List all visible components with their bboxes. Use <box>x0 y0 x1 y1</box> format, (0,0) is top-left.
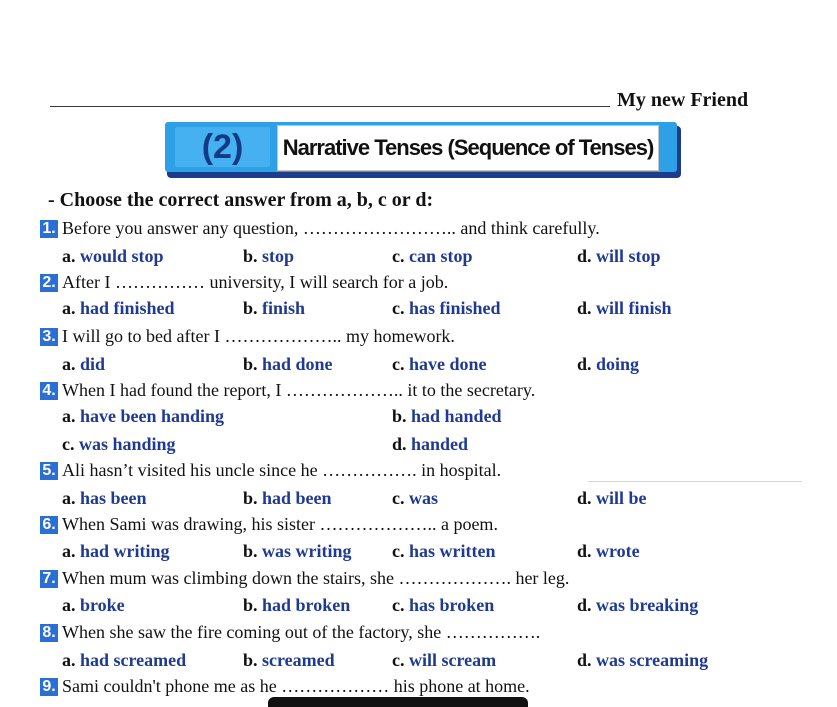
question-4 <box>40 380 535 401</box>
question-text: I will go to bed after I ……………….. my homework. <box>62 326 455 346</box>
option-text: have done <box>409 354 487 374</box>
option-c[interactable] <box>62 434 176 455</box>
option-c[interactable] <box>392 246 473 267</box>
question-2 <box>40 272 448 293</box>
option-text: had screamed <box>80 650 187 670</box>
option-text: finish <box>262 298 306 318</box>
option-text: will scream <box>409 650 497 670</box>
option-c[interactable] <box>392 488 438 509</box>
bottom-bar <box>268 697 528 707</box>
question-text: When Sami was drawing, his sister ……………….. a poem. <box>62 514 498 534</box>
header-rule <box>50 106 610 107</box>
option-letter: c. <box>62 434 79 454</box>
option-a[interactable] <box>62 595 125 616</box>
option-a[interactable] <box>62 406 224 427</box>
option-text: screamed <box>262 650 335 670</box>
option-c[interactable] <box>392 595 494 616</box>
option-a[interactable] <box>62 354 105 375</box>
option-letter: c. <box>392 541 409 561</box>
option-letter: a. <box>62 541 80 561</box>
question-1 <box>40 218 600 239</box>
option-letter: b. <box>243 298 263 318</box>
instruction: - Choose the correct answer from a, b, c or d: <box>48 189 434 211</box>
option-text: had done <box>262 354 333 374</box>
question-number-badge: 2. <box>40 274 58 292</box>
section-banner <box>165 122 685 180</box>
option-b[interactable] <box>243 650 335 671</box>
option-letter: a. <box>62 406 80 426</box>
option-a[interactable] <box>62 246 164 267</box>
option-text: was handing <box>79 434 176 454</box>
option-b[interactable] <box>392 406 502 427</box>
option-letter: a. <box>62 246 80 266</box>
option-letter: b. <box>243 354 263 374</box>
question-text: When mum was climbing down the stairs, she ………………. her leg. <box>62 568 570 588</box>
question-number-badge: 8. <box>40 624 58 642</box>
option-b[interactable] <box>243 354 333 375</box>
option-text: broke <box>80 595 125 615</box>
option-letter: c. <box>392 246 409 266</box>
option-text: has finished <box>409 298 501 318</box>
question-5 <box>40 460 501 481</box>
option-a[interactable] <box>62 298 175 319</box>
option-text: was screaming <box>596 650 709 670</box>
option-text: will be <box>596 488 647 508</box>
option-letter: a. <box>62 595 80 615</box>
option-letter: b. <box>392 406 412 426</box>
option-text: had been <box>262 488 332 508</box>
question-number-badge: 3. <box>40 328 58 346</box>
question-text: Sami couldn't phone me as he ……………… his phone at home. <box>62 676 530 696</box>
option-letter: d. <box>577 298 597 318</box>
option-text: doing <box>596 354 640 374</box>
option-letter: c. <box>392 354 409 374</box>
option-b[interactable] <box>243 595 350 616</box>
option-b[interactable] <box>243 541 352 562</box>
option-letter: d. <box>577 595 597 615</box>
question-7 <box>40 568 569 589</box>
question-3 <box>40 326 455 347</box>
option-letter: a. <box>62 650 80 670</box>
option-text: wrote <box>596 541 640 561</box>
divider-line <box>588 481 802 482</box>
option-c[interactable] <box>392 650 496 671</box>
question-number-badge: 1. <box>40 220 58 238</box>
option-letter: b. <box>243 246 263 266</box>
question-8 <box>40 622 540 643</box>
option-text: stop <box>262 246 295 266</box>
question-number-badge: 6. <box>40 516 58 534</box>
option-b[interactable] <box>243 298 305 319</box>
option-letter: d. <box>577 488 597 508</box>
option-text: would stop <box>80 246 164 266</box>
option-letter: c. <box>392 650 409 670</box>
question-number-badge: 4. <box>40 382 58 400</box>
question-number-badge: 9. <box>40 678 58 696</box>
question-text: Before you answer any question, …………………….. and think carefully. <box>62 218 600 238</box>
option-text: has broken <box>409 595 495 615</box>
option-a[interactable] <box>62 488 147 509</box>
option-text: has been <box>80 488 147 508</box>
option-a[interactable] <box>62 650 186 671</box>
option-letter: b. <box>243 650 263 670</box>
question-number-badge: 5. <box>40 462 58 480</box>
option-d[interactable] <box>577 595 698 616</box>
option-letter: d. <box>577 650 597 670</box>
option-text: had finished <box>80 298 175 318</box>
option-text: will finish <box>596 298 672 318</box>
option-text: did <box>80 354 106 374</box>
option-c[interactable] <box>392 354 487 375</box>
question-text: After I …………… university, I will search for a job. <box>62 272 449 292</box>
option-letter: d. <box>392 434 412 454</box>
question-text: When I had found the report, I ……………….. it to the secretary. <box>62 380 536 400</box>
section-title: Narrative Tenses (Sequence of Tenses) <box>277 125 659 171</box>
option-letter: a. <box>62 488 80 508</box>
option-letter: d. <box>577 541 597 561</box>
option-text: handed <box>411 434 469 454</box>
option-text: will stop <box>596 246 661 266</box>
section-number: (2) <box>175 127 270 167</box>
question-6 <box>40 514 498 535</box>
header-title: My new Friend <box>617 89 749 111</box>
option-text: can stop <box>409 246 473 266</box>
option-letter: b. <box>243 595 263 615</box>
option-letter: c. <box>392 298 409 318</box>
option-text: had writing <box>80 541 170 561</box>
option-d[interactable] <box>577 488 647 509</box>
option-d[interactable] <box>577 541 640 562</box>
option-d[interactable] <box>577 246 661 267</box>
option-d[interactable] <box>392 434 468 455</box>
option-text: have been handing <box>80 406 225 426</box>
option-a[interactable] <box>62 541 170 562</box>
option-b[interactable] <box>243 246 294 267</box>
option-letter: c. <box>392 488 409 508</box>
option-letter: b. <box>243 488 263 508</box>
option-text: had handed <box>411 406 502 426</box>
option-text: had broken <box>262 595 351 615</box>
option-text: has written <box>409 541 496 561</box>
option-d[interactable] <box>577 354 639 375</box>
option-letter: b. <box>243 541 263 561</box>
question-text: Ali hasn’t visited his uncle since he ……………. in hospital. <box>62 460 502 480</box>
option-letter: d. <box>577 354 597 374</box>
option-b[interactable] <box>243 488 332 509</box>
option-letter: a. <box>62 354 80 374</box>
question-text: When she saw the fire coming out of the factory, she ……………. <box>62 622 541 642</box>
option-d[interactable] <box>577 650 708 671</box>
option-c[interactable] <box>392 541 496 562</box>
banner-body <box>165 122 677 172</box>
option-text: was <box>409 488 439 508</box>
option-text: was writing <box>262 541 352 561</box>
option-c[interactable] <box>392 298 501 319</box>
option-letter: c. <box>392 595 409 615</box>
option-text: was breaking <box>596 595 699 615</box>
option-letter: a. <box>62 298 80 318</box>
question-number-badge: 7. <box>40 570 58 588</box>
option-letter: d. <box>577 246 597 266</box>
option-d[interactable] <box>577 298 672 319</box>
question-9 <box>40 676 530 697</box>
